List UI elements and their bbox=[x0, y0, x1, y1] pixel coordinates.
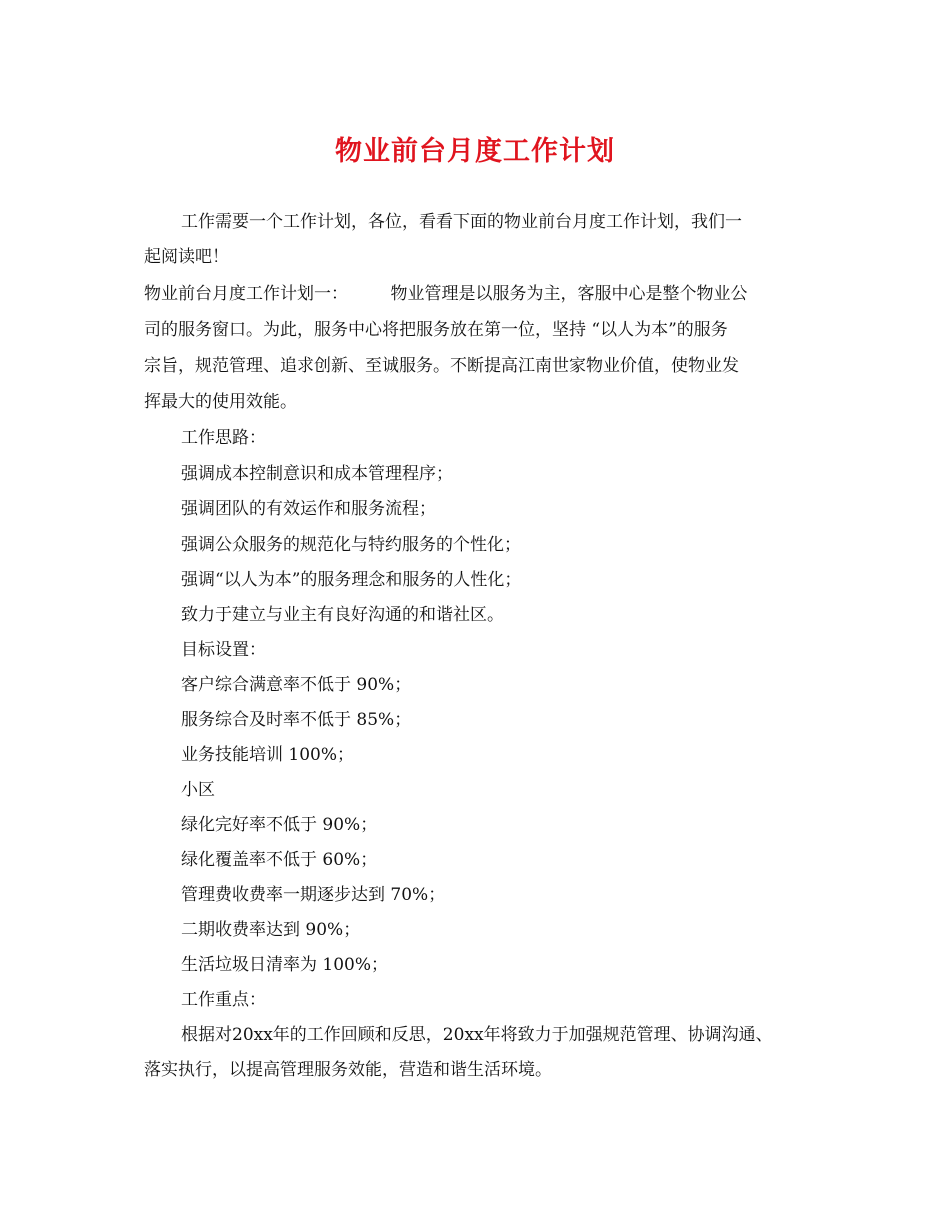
goal-item: 绿化覆盖率不低于 60%； bbox=[181, 850, 378, 870]
page-title: 物业前台月度工作计划 bbox=[335, 136, 615, 167]
plan-one-line-1: 物业前台月度工作计划一： 物业管理是以服务为主，客服中心是整个物业公 bbox=[144, 284, 748, 304]
goal-item: 业务技能培训 100%； bbox=[181, 745, 355, 765]
idea-item: 强调成本控制意识和成本管理程序； bbox=[181, 464, 453, 484]
goal-item: 服务综合及时率不低于 85%； bbox=[181, 710, 412, 730]
idea-item: 致力于建立与业主有良好沟通的和谐社区。 bbox=[181, 605, 504, 625]
goal-item: 客户综合满意率不低于 90%； bbox=[181, 675, 412, 695]
intro-line-1: 工作需要一个工作计划，各位，看看下面的物业前台月度工作计划，我们一 bbox=[181, 212, 742, 232]
goal-item: 管理费收费率一期逐步达到 70%； bbox=[181, 885, 446, 905]
idea-item: 强调“以人为本”的服务理念和服务的人性化； bbox=[181, 570, 522, 590]
goal-item: 二期收费率达到 90%； bbox=[181, 920, 361, 940]
section-heading-goals: 目标设置： bbox=[181, 640, 266, 660]
goal-item: 绿化完好率不低于 90%； bbox=[181, 815, 378, 835]
plan-one-line-2: 司的服务窗口。为此，服务中心将把服务放在第一位，坚持 “以人为本”的服务 bbox=[144, 320, 728, 340]
plan-one-line-3: 宗旨，规范管理、追求创新、至诚服务。不断提高江南世家物业价值，使物业发 bbox=[144, 356, 739, 376]
focus-line-2: 落实执行，以提高管理服务效能，营造和谐生活环境。 bbox=[144, 1060, 552, 1080]
focus-line-1: 根据对20xx年的工作回顾和反思，20xx年将致力于加强规范管理、协调沟通、 bbox=[181, 1025, 773, 1045]
idea-item: 强调团队的有效运作和服务流程； bbox=[181, 499, 436, 519]
plan-one-line-4: 挥最大的使用效能。 bbox=[144, 392, 297, 412]
section-heading-focus: 工作重点： bbox=[181, 990, 266, 1010]
goal-subheading: 小区 bbox=[181, 780, 215, 800]
section-heading-ideas: 工作思路： bbox=[181, 428, 266, 448]
goal-item: 生活垃圾日清率为 100%； bbox=[181, 955, 389, 975]
idea-item: 强调公众服务的规范化与特约服务的个性化； bbox=[181, 535, 521, 555]
intro-line-2: 起阅读吧！ bbox=[144, 247, 229, 267]
